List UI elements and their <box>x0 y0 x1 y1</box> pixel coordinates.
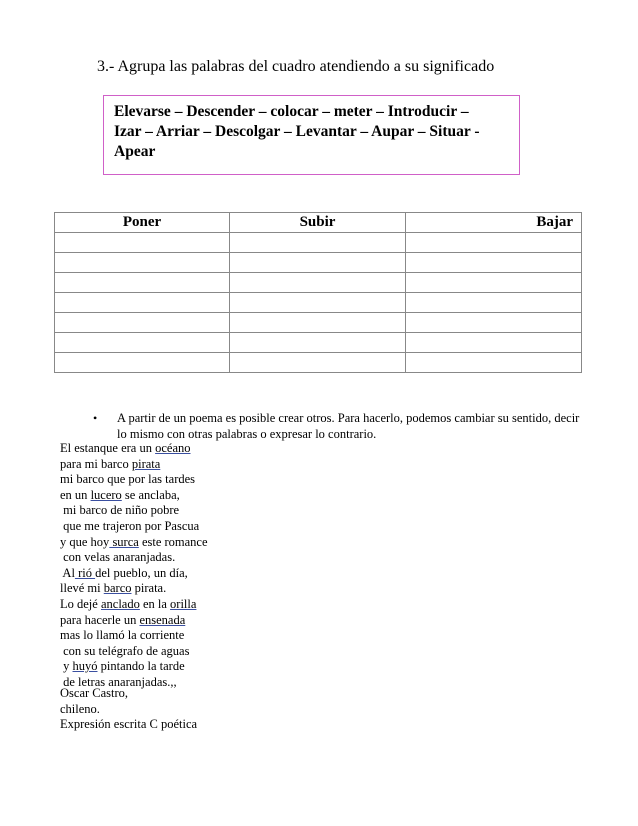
poem-text: pintando la tarde <box>97 659 185 674</box>
author-name: Oscar Castro, <box>60 686 129 700</box>
poem-line <box>60 535 208 551</box>
poem-line <box>60 503 208 519</box>
poem-line <box>60 457 208 473</box>
table-cell[interactable] <box>230 273 406 293</box>
underlined-word: anclado <box>100 596 140 611</box>
underlined-word: orilla <box>170 596 197 611</box>
column-header-subir: Subir <box>230 213 406 233</box>
poem-line <box>60 441 208 457</box>
table-cell[interactable] <box>406 333 582 353</box>
poem-text: pirata. <box>131 581 167 596</box>
table-cell[interactable] <box>406 353 582 373</box>
underlined-word: barco <box>103 581 132 596</box>
table-cell[interactable] <box>230 333 406 353</box>
source-note: Expresión escrita C poética <box>60 717 198 732</box>
table-row <box>55 233 582 253</box>
poem-line <box>60 597 208 613</box>
poem-text: para mi barco <box>60 456 132 471</box>
table-cell[interactable] <box>406 233 582 253</box>
poem-text: se anclaba, <box>121 487 180 502</box>
instruction-line: A partir de un poema es posible crear otros. Para hacerlo, podemos cambiar su sentido, decir <box>117 411 580 425</box>
poem-text: llevé mi <box>60 581 104 596</box>
instruction-line: lo mismo con otras palabras o expresar lo contrario. <box>117 427 377 441</box>
poem-text: con su telégrafo de aguas <box>60 643 190 658</box>
poem-text: que me trajeron por Pascua <box>60 518 200 533</box>
bullet-icon: • <box>93 411 98 425</box>
table-cell[interactable] <box>406 293 582 313</box>
underlined-word: lucero <box>90 487 122 502</box>
table-cell[interactable] <box>406 273 582 293</box>
poem-text: El estanque era un <box>60 441 156 455</box>
poem-text: de letras anaranjadas.,, <box>60 674 177 689</box>
table-cell[interactable] <box>230 233 406 253</box>
poem-text: mi barco de niño pobre <box>60 503 180 518</box>
table-cell[interactable] <box>55 293 230 313</box>
table-cell[interactable] <box>55 233 230 253</box>
poem-line <box>60 628 208 644</box>
word-box-line: Apear <box>114 143 156 160</box>
table-cell[interactable] <box>55 353 230 373</box>
poem-text: Lo dejé <box>60 596 101 611</box>
poem-line <box>60 659 208 675</box>
poem-line <box>60 613 208 629</box>
poem-line <box>60 581 208 597</box>
poem-text: y <box>60 659 73 674</box>
underlined-word: surca <box>109 534 139 549</box>
poem-text: con velas anaranjadas. <box>60 550 176 565</box>
grouping-table <box>54 212 582 373</box>
poem-text: Al <box>60 565 75 580</box>
column-header-poner: Poner <box>55 213 230 233</box>
table-cell[interactable] <box>55 333 230 353</box>
poem-text: del pueblo, un día, <box>95 565 188 580</box>
table-cell[interactable] <box>230 293 406 313</box>
poem-text: en un <box>60 487 91 502</box>
poem <box>60 441 208 691</box>
word-box <box>103 95 520 175</box>
poem-line <box>60 550 208 566</box>
word-box-line: Izar – Arriar – Descolgar – Levantar – Aupar – Situar - <box>114 123 480 140</box>
table-header-row <box>55 213 582 233</box>
poem-line <box>60 519 208 535</box>
word-box-line: Elevarse – Descender – colocar – meter – Introducir – <box>114 103 469 120</box>
underlined-word: ensenada <box>139 612 186 627</box>
poem-text: en la <box>139 596 171 611</box>
poem-line <box>60 644 208 660</box>
poem-signature <box>60 686 197 733</box>
table-cell[interactable] <box>406 313 582 333</box>
instruction-text <box>117 410 587 442</box>
poem-text: este romance <box>138 534 208 549</box>
poem-line <box>60 488 208 504</box>
underlined-word: rió <box>74 565 96 580</box>
underlined-word: océano <box>155 441 191 455</box>
poem-line <box>60 472 208 488</box>
table-row <box>55 253 582 273</box>
table-cell[interactable] <box>230 313 406 333</box>
table-row <box>55 333 582 353</box>
underlined-word: huyó <box>72 659 98 674</box>
author-nationality: chileno. <box>60 701 100 716</box>
table-row <box>55 273 582 293</box>
table-cell[interactable] <box>230 253 406 273</box>
poem-text: mas lo llamó la corriente <box>60 628 185 643</box>
table-row <box>55 313 582 333</box>
table-cell[interactable] <box>55 253 230 273</box>
poem-text: mi barco que por las tardes <box>60 472 196 487</box>
table-cell[interactable] <box>55 313 230 333</box>
underlined-word: pirata <box>131 456 161 471</box>
column-header-bajar: Bajar <box>406 213 582 233</box>
exercise-heading: 3.- Agrupa las palabras del cuadro atendiendo a su significado <box>97 58 495 75</box>
table-row <box>55 353 582 373</box>
poem-line <box>60 566 208 582</box>
table-cell[interactable] <box>230 353 406 373</box>
table-row <box>55 293 582 313</box>
table-cell[interactable] <box>406 253 582 273</box>
poem-text: y que hoy <box>60 534 110 549</box>
table-cell[interactable] <box>55 273 230 293</box>
poem-text: para hacerle un <box>60 612 140 627</box>
